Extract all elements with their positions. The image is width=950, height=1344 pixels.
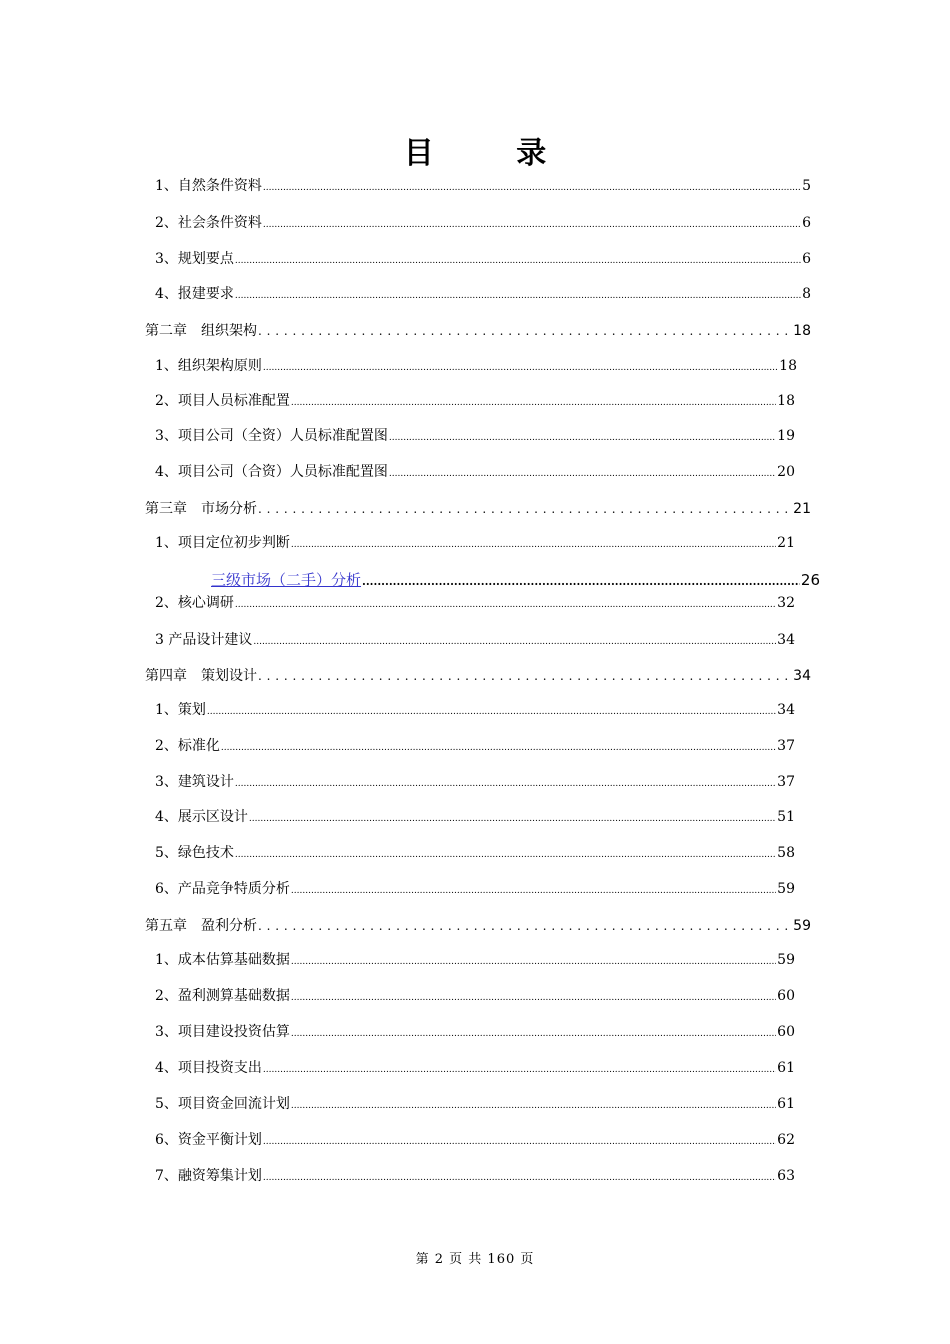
toc-entry-label: 4、报建要求 [155, 286, 234, 302]
toc-entry-label: 5、绿色技术 [155, 845, 234, 861]
toc-entry-label: 第五章 盈利分析 [145, 918, 257, 934]
toc-item-row [155, 986, 795, 1006]
toc-chapter-row [145, 499, 811, 519]
toc-entry-label: 第三章 市场分析 [145, 501, 257, 517]
toc-item-row [155, 1022, 795, 1042]
toc-dot-leader [291, 950, 776, 970]
toc-entry-label: 3、建筑设计 [155, 774, 234, 790]
toc-entry-label: 3 产品设计建议 [155, 632, 253, 648]
toc-entry-label: 3、规划要点 [155, 251, 234, 267]
toc-dot-leader [207, 700, 776, 720]
toc-entry-label: 第四章 策划设计 [145, 668, 257, 684]
toc-item-row [155, 772, 795, 792]
toc-page-number: 6 [802, 215, 811, 231]
toc-page-number: 59 [777, 952, 795, 968]
toc-dot-leader [263, 176, 801, 196]
toc-dot-leader [235, 284, 801, 304]
toc-page-number: 34 [793, 668, 811, 684]
toc-page-number: 60 [777, 1024, 795, 1040]
toc-page-number: 60 [777, 988, 795, 1004]
toc-dot-leader [235, 593, 776, 613]
page-title: 目 录 [403, 136, 583, 171]
toc-dot-leader [258, 916, 792, 936]
toc-dot-leader [253, 630, 776, 650]
toc-dot-leader [362, 571, 800, 590]
toc-entry-label: 1、策划 [155, 702, 206, 718]
toc-page-number: 26 [800, 571, 820, 589]
toc-dot-leader [389, 462, 776, 482]
toc-entry-label: 2、盈利测算基础数据 [155, 988, 290, 1004]
toc-entry-label: 1、成本估算基础数据 [155, 952, 290, 968]
toc-link-row[interactable] [211, 570, 820, 590]
toc-item-row [155, 1058, 795, 1078]
toc-dot-leader [291, 1022, 776, 1042]
toc-item-row [155, 736, 795, 756]
toc-page-number: 21 [777, 535, 795, 551]
toc-dot-leader [291, 533, 776, 553]
toc-chapter-row [145, 321, 811, 341]
toc-dot-leader [221, 736, 776, 756]
toc-page-number: 6 [802, 251, 811, 267]
toc-entry-label: 2、标准化 [155, 738, 220, 754]
toc-item-row [155, 879, 795, 899]
toc-page-number: 19 [777, 428, 795, 444]
toc-chapter-row [145, 666, 811, 686]
toc-page-number: 18 [793, 323, 811, 339]
toc-entry-label: 7、融资筹集计划 [155, 1168, 262, 1184]
toc-item-row [155, 284, 811, 304]
toc-page-number: 20 [777, 464, 795, 480]
toc-page-number: 61 [777, 1096, 795, 1112]
toc-dot-leader [258, 321, 792, 341]
toc-page-number: 37 [777, 738, 795, 754]
toc-page-number: 61 [777, 1060, 795, 1076]
toc-entry-label: 6、资金平衡计划 [155, 1132, 262, 1148]
toc-item-row [155, 593, 795, 613]
toc-entry-label: 3、项目建设投资估算 [155, 1024, 290, 1040]
toc-item-row [155, 533, 795, 553]
toc-item-row [155, 249, 811, 269]
toc-item-row [155, 426, 795, 446]
toc-page-number: 58 [777, 845, 795, 861]
toc-dot-leader [291, 879, 776, 899]
toc-dot-leader [291, 391, 776, 411]
toc-page-number: 5 [802, 178, 811, 194]
toc-entry-label: 1、项目定位初步判断 [155, 535, 290, 551]
toc-page-number: 59 [793, 918, 811, 934]
toc-dot-leader [258, 499, 792, 519]
toc-entry-label: 4、项目投资支出 [155, 1060, 262, 1076]
toc-item-row [155, 176, 811, 196]
toc-dot-leader [263, 1166, 776, 1186]
toc-item-row [155, 700, 795, 720]
toc-dot-leader [249, 807, 776, 827]
toc-item-row [155, 1166, 795, 1186]
toc-page-number: 62 [777, 1132, 795, 1148]
toc-page-number: 51 [777, 809, 795, 825]
toc-dot-leader [291, 1094, 776, 1114]
toc-entry-label: 第二章 组织架构 [145, 323, 257, 339]
toc-entry-label: 1、自然条件资料 [155, 178, 262, 194]
toc-page-number: 34 [777, 702, 795, 718]
toc-dot-leader [263, 213, 801, 233]
toc-item-row [155, 843, 795, 863]
toc-chapter-row [145, 916, 811, 936]
toc-dot-leader [235, 772, 776, 792]
toc-item-row [155, 391, 795, 411]
toc-entry-label: 5、项目资金回流计划 [155, 1096, 290, 1112]
toc-dot-leader [235, 249, 801, 269]
toc-page-number: 21 [793, 501, 811, 517]
toc-item-row [155, 213, 811, 233]
toc-item-row [155, 462, 795, 482]
toc-entry-label[interactable]: 三级市场（二手）分析 [211, 571, 362, 589]
toc-page-number: 63 [777, 1168, 795, 1184]
toc-page-number: 59 [777, 881, 795, 897]
toc-dot-leader [258, 666, 792, 686]
toc-item-row [155, 950, 795, 970]
toc-page-number: 34 [777, 632, 795, 648]
toc-entry-label: 4、展示区设计 [155, 809, 248, 825]
toc-dot-leader [263, 356, 778, 376]
page-footer: 第 2 页 共 160 页 [415, 1252, 535, 1267]
toc-item-row [155, 1094, 795, 1114]
toc-entry-label: 4、项目公司（合资）人员标准配置图 [155, 464, 388, 480]
toc-dot-leader [389, 426, 776, 446]
toc-item-row [155, 807, 795, 827]
toc-page-number: 32 [777, 595, 795, 611]
toc-entry-label: 2、社会条件资料 [155, 215, 262, 231]
toc-item-row [155, 630, 795, 650]
toc-entry-label: 6、产品竞争特质分析 [155, 881, 290, 897]
toc-item-row [155, 1130, 795, 1150]
toc-page-number: 37 [777, 774, 795, 790]
toc-entry-label: 3、项目公司（全资）人员标准配置图 [155, 428, 388, 444]
toc-dot-leader [263, 1058, 776, 1078]
toc-page-number: 18 [777, 393, 795, 409]
toc-item-row [155, 356, 797, 376]
toc-page-number: 18 [779, 358, 797, 374]
toc-dot-leader [235, 843, 776, 863]
toc-page-number: 8 [802, 286, 811, 302]
toc-dot-leader [291, 986, 776, 1006]
toc-entry-label: 2、核心调研 [155, 595, 234, 611]
toc-entry-label: 2、项目人员标准配置 [155, 393, 290, 409]
toc-dot-leader [263, 1130, 776, 1150]
toc-entry-label: 1、组织架构原则 [155, 358, 262, 374]
